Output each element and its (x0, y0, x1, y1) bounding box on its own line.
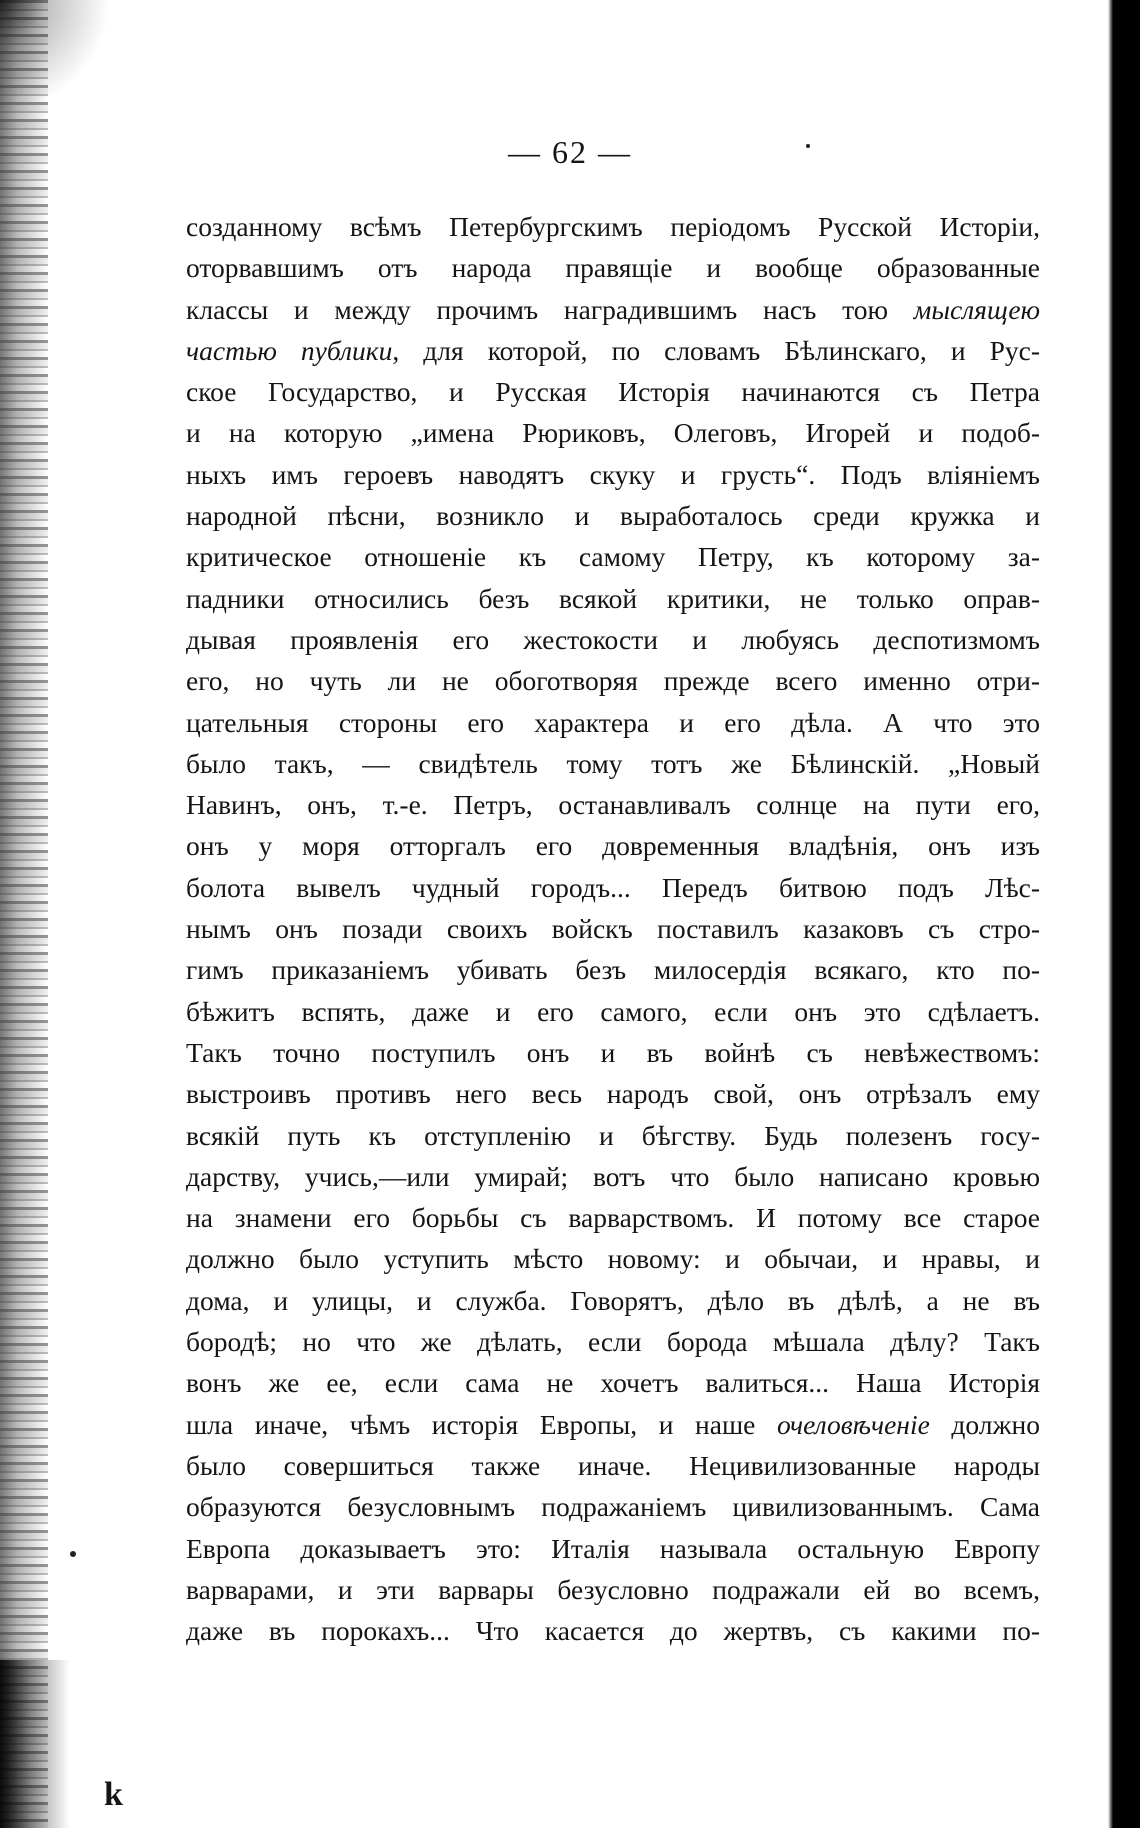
text-line: на знамени его борьбы съ варварствомъ. И потому все старое (186, 1202, 1040, 1234)
text-line: шла иначе, чѣмъ исторія Европы, и наше очеловѣченіе должно (186, 1408, 1040, 1440)
text-line: его, но чуть ли не обоготворяя прежде всего именно отри- (186, 665, 1040, 697)
text-line: дома, и улицы, и служба. Говорятъ, дѣло въ дѣлѣ, а не въ (186, 1284, 1040, 1316)
text-line: выстроивъ противъ него весь народъ свой, онъ отрѣзалъ ему (186, 1078, 1040, 1110)
text-line: вонъ же ее, если сама не хочетъ валиться... Наша Исторія (186, 1367, 1040, 1399)
text-line: варварами, и эти варвары безусловно подражали ей во всемъ, (186, 1573, 1040, 1605)
text-line: классы и между прочимъ наградившимъ насъ тою мыслящею (186, 293, 1040, 325)
text-line: цательныя стороны его характера и его дѣла. А что это (186, 706, 1040, 738)
text-line: падники относились безъ всякой критики, не только оправ- (186, 582, 1040, 614)
emphasis: очеловѣченіе (776, 1408, 930, 1440)
emphasis: частью публики (186, 334, 393, 366)
emphasis: мыслящею (913, 293, 1040, 325)
text-line: было такъ, — свидѣтель тому тотъ же Бѣлинскій. „Новый (186, 747, 1040, 779)
text-line: созданному всѣмъ Петербургскимъ періодомъ Русской Исторіи, (186, 211, 1040, 242)
text-line: болота вывелъ чудный городъ... Передъ битвою подъ Лѣс- (186, 871, 1040, 903)
text-line: даже въ порокахъ... Что касается до жертвъ, съ какими по- (186, 1615, 1040, 1647)
scan-bottom-mark: k (104, 1776, 123, 1813)
text-line: дарству, учись,—или умирай; вотъ что было написано кровью (186, 1160, 1040, 1192)
scan-bottom-edge-shadow (0, 1660, 70, 1828)
text-line: образуются безусловнымъ подражаніемъ цивилизованнымъ. Сама (186, 1491, 1040, 1523)
text-line: было совершиться также иначе. Нецивилизованные народы (186, 1449, 1040, 1481)
text-line: народной пѣсни, возникло и выработалось среди кружка и (186, 500, 1040, 532)
scan-left-edge-shadow (0, 0, 48, 1828)
text-line: бородѣ; но что же дѣлать, если борода мѣшала дѣлу? Такъ (186, 1326, 1040, 1358)
text-line: ское Государство, и Русская Исторія начинаются съ Петра (186, 376, 1040, 408)
text-line: онъ у моря отторгалъ его довременныя владѣнія, онъ изъ (186, 830, 1040, 862)
text-line: гимъ приказаніемъ убивать безъ милосердія всякаго, кто по- (186, 954, 1040, 986)
text-line: ныхъ имъ героевъ наводятъ скуку и грусть“. Подъ вліяніемъ (186, 458, 1040, 490)
text-line: и на которую „имена Рюриковъ, Олеговъ, Игорей и подоб- (186, 417, 1040, 449)
body-text (186, 206, 1040, 1651)
scan-speck (70, 1551, 76, 1557)
text-line: нымъ онъ позади своихъ войскъ поставилъ казаковъ съ стро- (186, 913, 1040, 945)
scan-speck (806, 144, 810, 148)
page-number: — 62 — (508, 134, 632, 170)
text-line: критическое отношеніе къ самому Петру, къ которому за- (186, 541, 1040, 573)
text-line: всякій путь къ отступленію и бѣгству. Будь полезенъ госу- (186, 1119, 1040, 1151)
text-line: бѣжитъ вспять, даже и его самого, если онъ это сдѣлаетъ. (186, 995, 1040, 1027)
text-line: должно было уступить мѣсто новому: и обычаи, и нравы, и (186, 1243, 1040, 1275)
text-line: дывая проявленія его жестокости и любуясь деспотизмомъ (186, 623, 1040, 655)
text-line: оторвавшимъ отъ народа правящіе и вообще образованные (186, 252, 1040, 284)
text-line: Навинъ, онъ, т.-е. Петръ, останавливалъ солнце на пути его, (186, 789, 1040, 821)
scan-corner-shadow (0, 0, 120, 120)
scan-right-edge-border (1108, 0, 1140, 1828)
text-line: Европа доказываетъ это: Италія называла остальную Европу (186, 1532, 1040, 1564)
text-line: частью публики, для которой, по словамъ Бѣлинскаго, и Рус- (186, 334, 1041, 366)
text-line: Такъ точно поступилъ онъ и въ войнѣ съ невѣжествомъ: (186, 1036, 1040, 1068)
